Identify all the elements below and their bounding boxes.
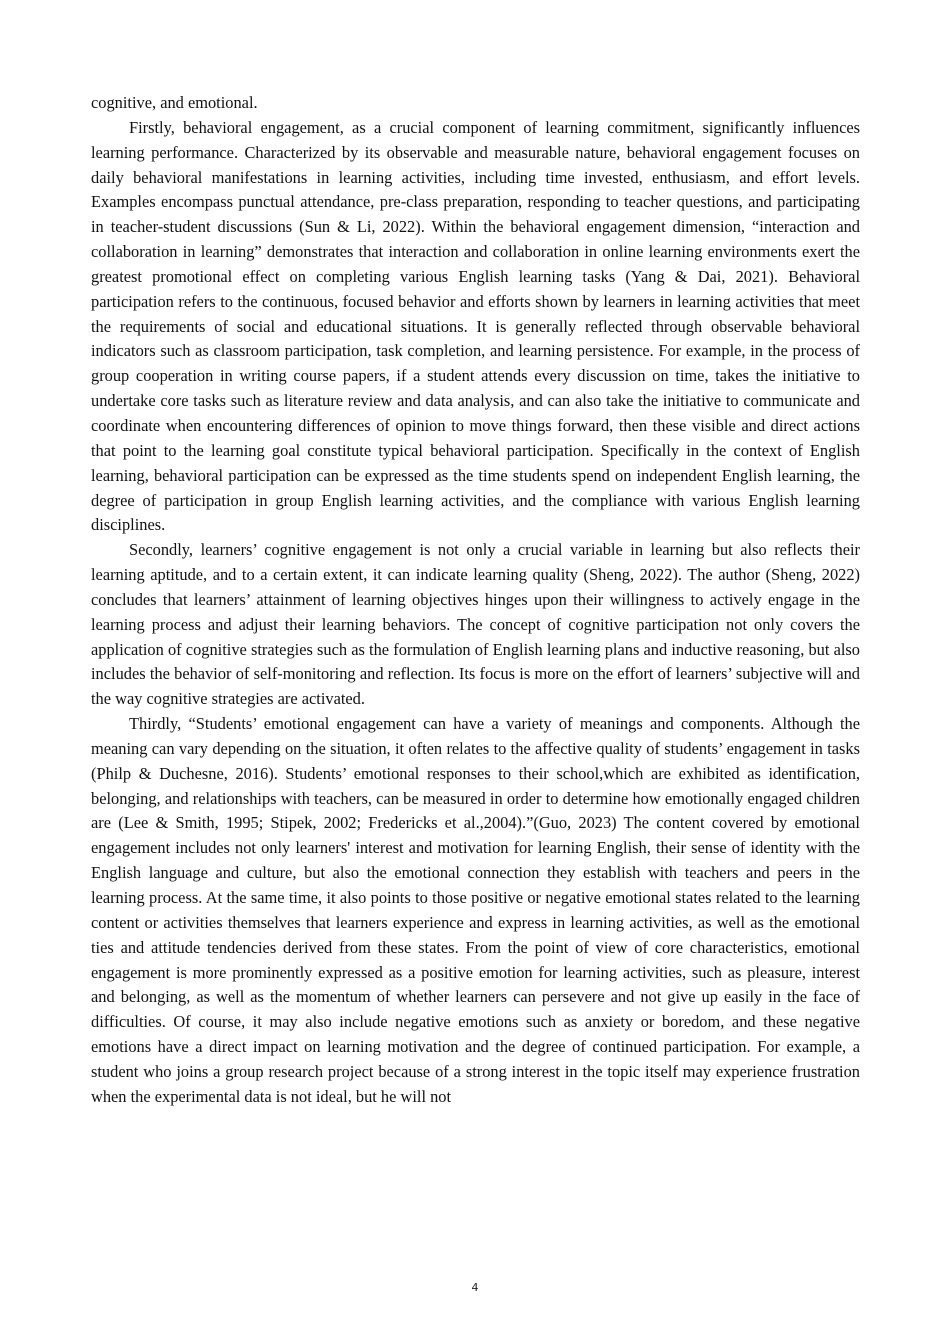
- paragraph-continuation: cognitive, and emotional.: [91, 93, 258, 112]
- paragraph-behavioral-engagement: Firstly, behavioral engagement, as a crucial component of learning commitment, significantly influences learning performance. Characterized by its observable and measurable nature, behavioral engagement focuses on daily behavioral manifestations in learning activities, including time invested, enthusiasm, and effort levels. Examples encompass punctual attendance, pre-class preparation, responding to teacher questions, and participating in teacher-student discussions (Sun & Li, 2022). Within the behavioral engagement dimension, “interaction and collaboration in learning” demonstrates that interaction and collaboration in online learning environments exert the greatest promotional effect on completing various English learning tasks (Yang & Dai, 2021). Behavioral participation refers to the continuous, focused behavior and efforts shown by learners in learning activities that meet the requirements of social and educational situations. It is generally reflected through observable behavioral indicators such as classroom participation, task completion, and learning persistence. For example, in the process of group cooperation in writing course papers, if a student attends every discussion on time, takes the initiative to undertake core tasks such as literature review and data analysis, and can also take the initiative to communicate and coordinate when encountering differences of opinion to move things forward, then these visible and direct actions that point to the learning goal constitute typical behavioral participation. Specifically in the context of English learning, behavioral participation can be expressed as the time students spend on independent English learning, the degree of participation in group English learning activities, and the compliance with various English learning disciplines.: [91, 117, 860, 535]
- body-text: [91, 91, 860, 1110]
- paragraph-emotional-engagement: Thirdly, “Students’ emotional engagement can have a variety of meanings and components. Although the meaning can vary depending on the situation, it often relates to the affective quality of students’ engagement in tasks (Philp & Duchesne, 2016). Students’ emotional responses to their school,which are exhibited as identification, belonging, and relationships with teachers, can be measured in order to determine how emotionally engaged children are (Lee & Smith, 1995; Stipek, 2002; Fredericks et al.,2004).”(Guo, 2023) The content covered by emotional engagement includes not only learners' interest and motivation for learning English, their sense of identity with the English language and culture, but also the emotional connection they establish with teachers and peers in the learning process. At the same time, it also points to those positive or negative emotional states related to the learning content or activities themselves that learners experience and express in learning activities, as well as the emotional ties and attitude tendencies derived from these states. From the point of view of core characteristics, emotional engagement is more prominently expressed as a positive emotion for learning activities, such as pleasure, interest and belonging, as well as the momentum of whether learners can persevere and not give up easily in the face of difficulties. Of course, it may also include negative emotions such as anxiety or boredom, and these negative emotions have a direct impact on learning motivation and the degree of continued participation. For example, a student who joins a group research project because of a strong interest in the topic itself may experience frustration when the experimental data is not ideal, but he will not: [91, 714, 860, 1106]
- paragraph-cognitive-engagement: Secondly, learners’ cognitive engagement is not only a crucial variable in learning but also reflects their learning aptitude, and to a certain extent, it can indicate learning quality (Sheng, 2022). The author (Sheng, 2022) concludes that learners’ attainment of learning objectives hinges upon their willingness to actively engage in the learning process and adjust their learning behaviors. The concept of cognitive participation not only covers the application of cognitive strategies such as the formulation of English learning plans and inductive reasoning, but also includes the behavior of self-monitoring and reflection. Its focus is more on the effort of learners’ subjective will and the way cognitive strategies are activated.: [91, 540, 860, 709]
- page-number: 4: [471, 1281, 479, 1294]
